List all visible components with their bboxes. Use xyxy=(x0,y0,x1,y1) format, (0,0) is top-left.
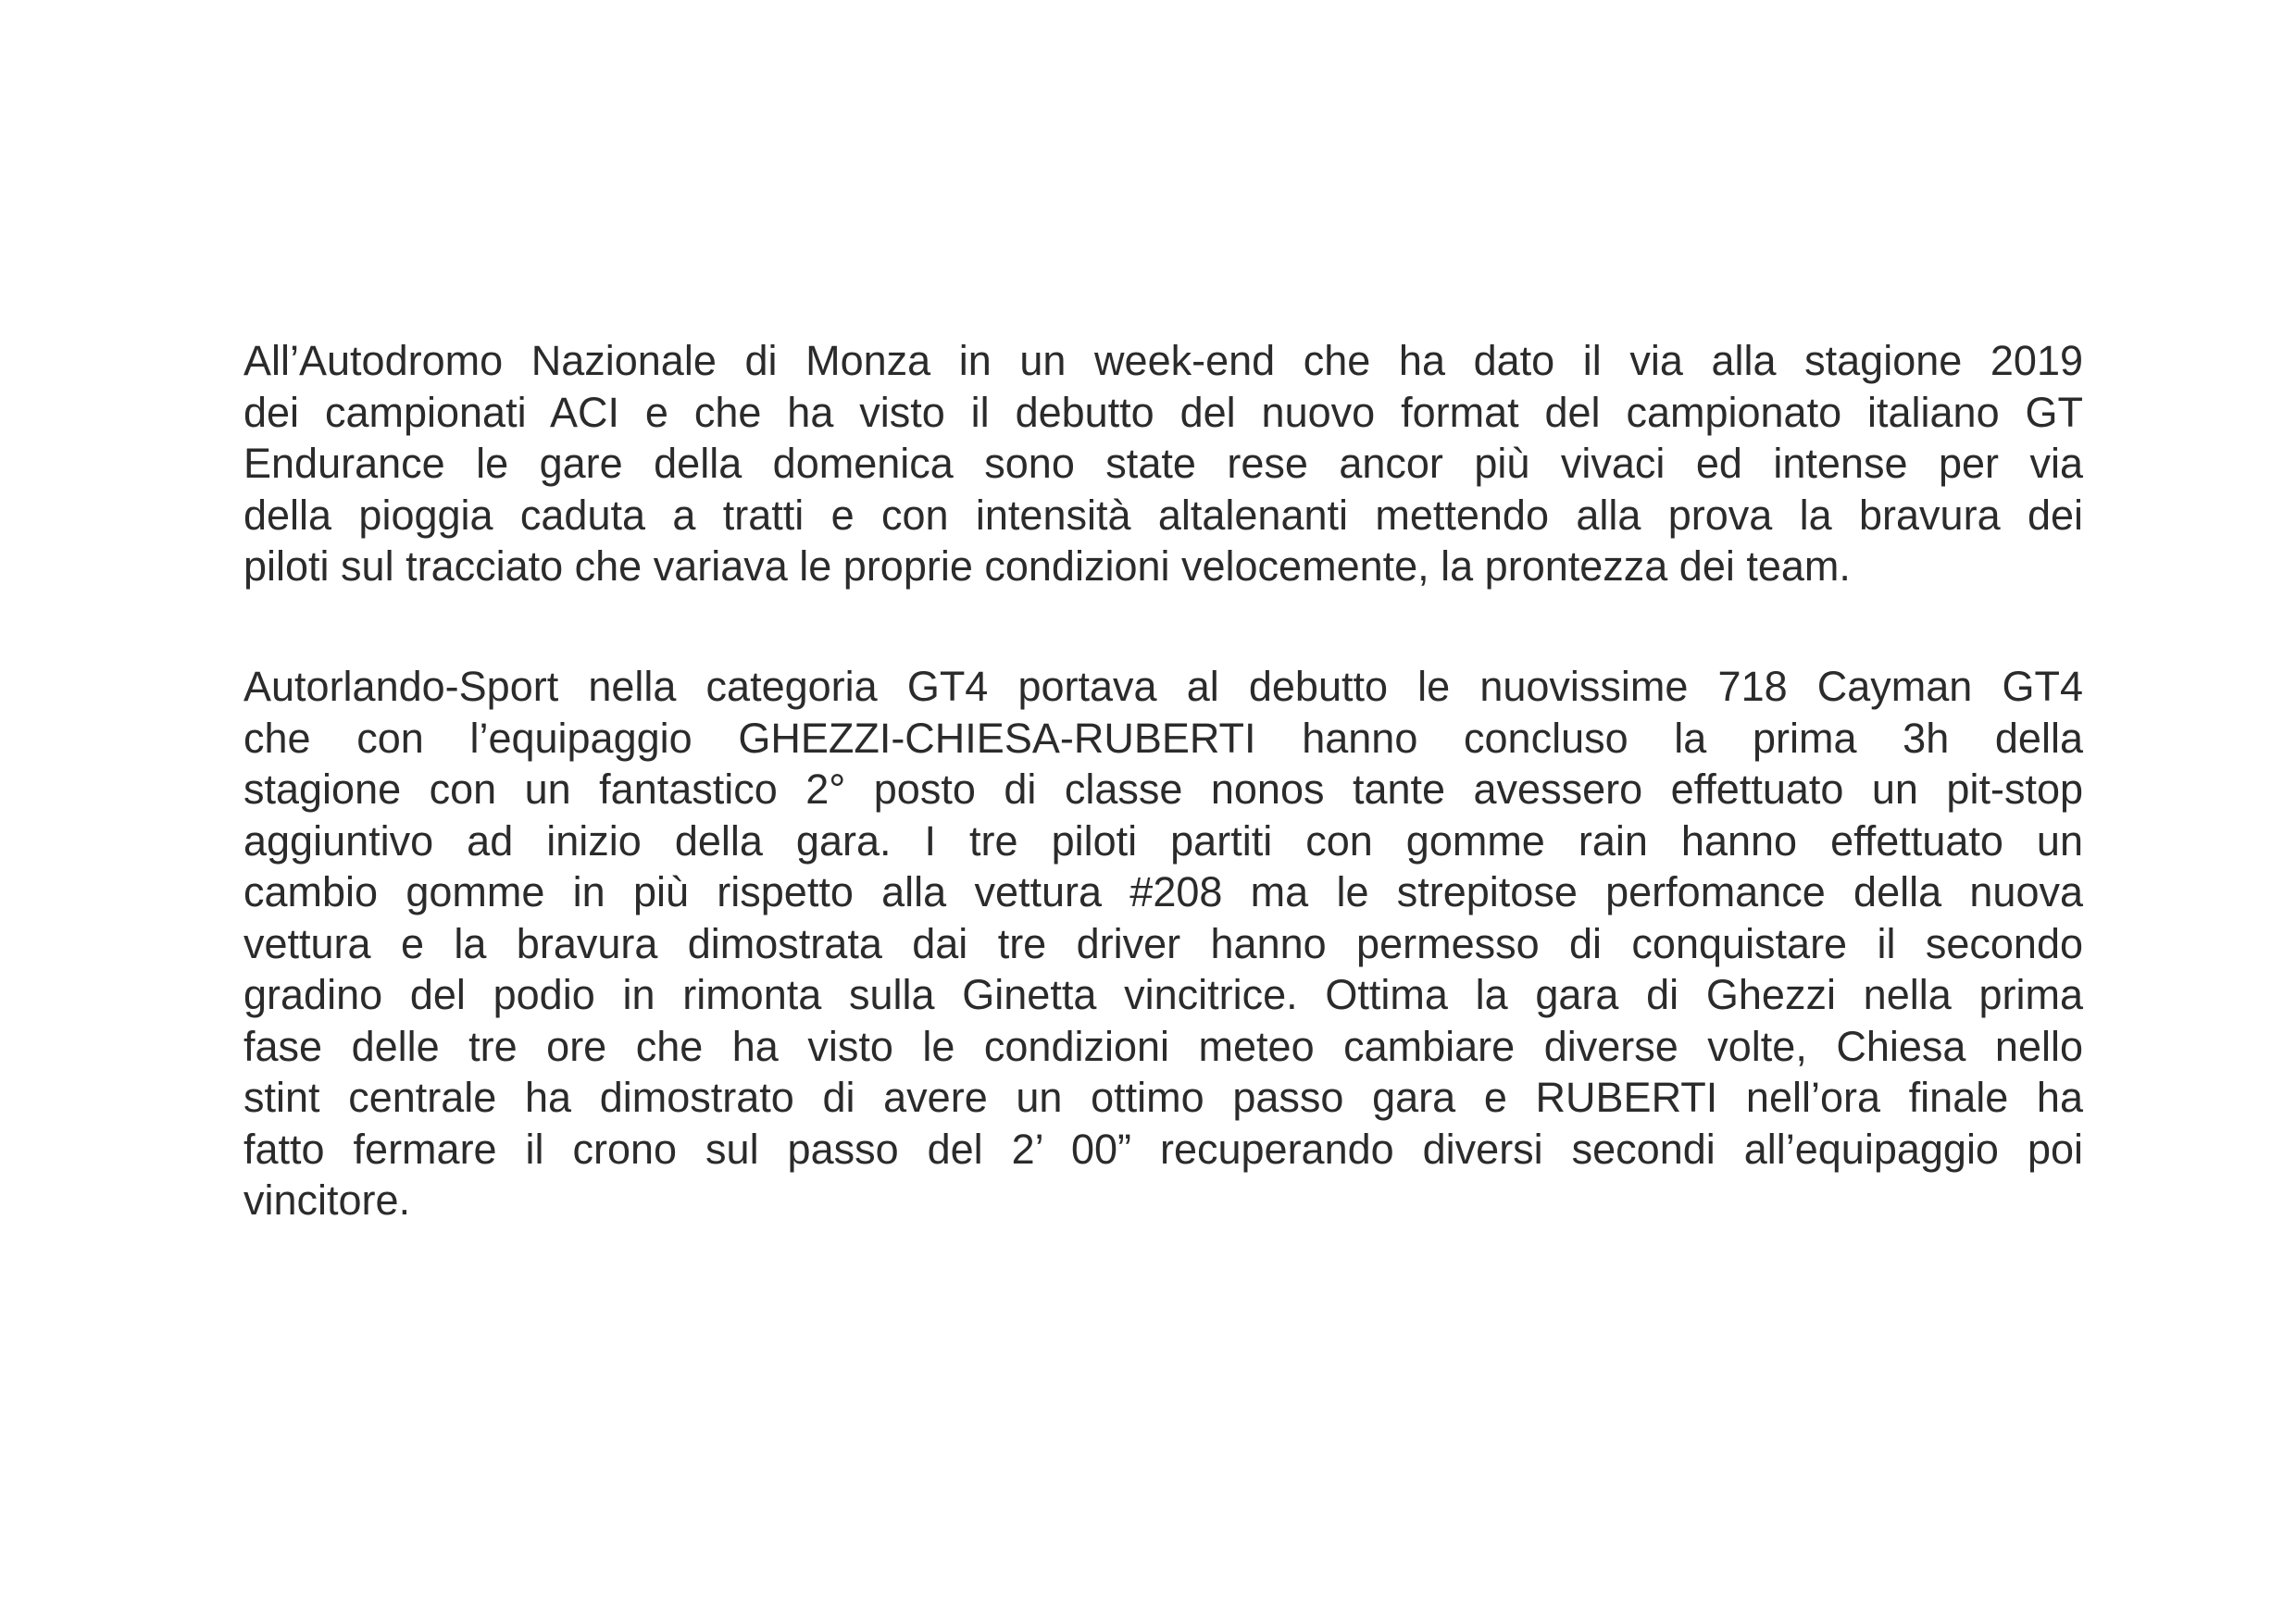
paragraph-autorlando-gt4 xyxy=(243,661,2083,1226)
paragraph-line: fase delle tre ore che ha visto le condizioni meteo cambiare diverse volte, Chiesa nello xyxy=(243,1022,2083,1070)
paragraph-line: gradino del podio in rimonta sulla Ginetta vincitrice. Ottima la gara di Ghezzi nella prima xyxy=(243,971,2083,1018)
paragraph-line: Endurance le gare della domenica sono state rese ancor più vivaci ed intense per via xyxy=(243,440,2083,487)
paragraph-line: della pioggia caduta a tratti e con intensità altalenanti mettendo alla prova la bravura dei xyxy=(243,491,2083,539)
paragraph-line: aggiuntivo ad inizio della gara. I tre piloti partiti con gomme rain hanno effettuato un xyxy=(243,816,2083,865)
paragraph-monza-weekend xyxy=(243,335,2083,592)
paragraph-line: cambio gomme in più rispetto alla vettura #208 ma le strepitose perfomance della nuova xyxy=(243,868,2083,915)
paragraph-line: vincitore. xyxy=(243,1176,411,1224)
paragraph-line: piloti sul tracciato che variava le proprie condizioni velocemente, la prontezza dei team. xyxy=(243,542,1851,590)
paragraph-line: che con l’equipaggio GHEZZI-CHIESA-RUBERTI hanno concluso la prima 3h della xyxy=(243,714,2083,762)
paragraph-line: stint centrale ha dimostrato di avere un ottimo passo gara e RUBERTI nell’ora finale ha xyxy=(243,1074,2083,1121)
paragraph-line: Autorlando-Sport nella categoria GT4 portava al debutto le nuovissime 718 Cayman GT4 xyxy=(243,663,2083,710)
paragraph-line: vettura e la bravura dimostrata dai tre driver hanno permesso di conquistare il secondo xyxy=(243,919,2083,967)
paragraph-line: fatto fermare il crono sul passo del 2’ 00” recuperando diversi secondi all’equipaggio poi xyxy=(243,1125,2083,1173)
paragraph-line: dei campionati ACI e che ha visto il debutto del nuovo format del campionato italiano GT xyxy=(243,388,2083,436)
paragraph-line: stagione con un fantastico 2° posto di classe nonos tante avessero effettuato un pit-stop xyxy=(243,765,2083,813)
paragraph-line: All’Autodromo Nazionale di Monza in un week-end che ha dato il via alla stagione 2019 xyxy=(243,337,2083,384)
